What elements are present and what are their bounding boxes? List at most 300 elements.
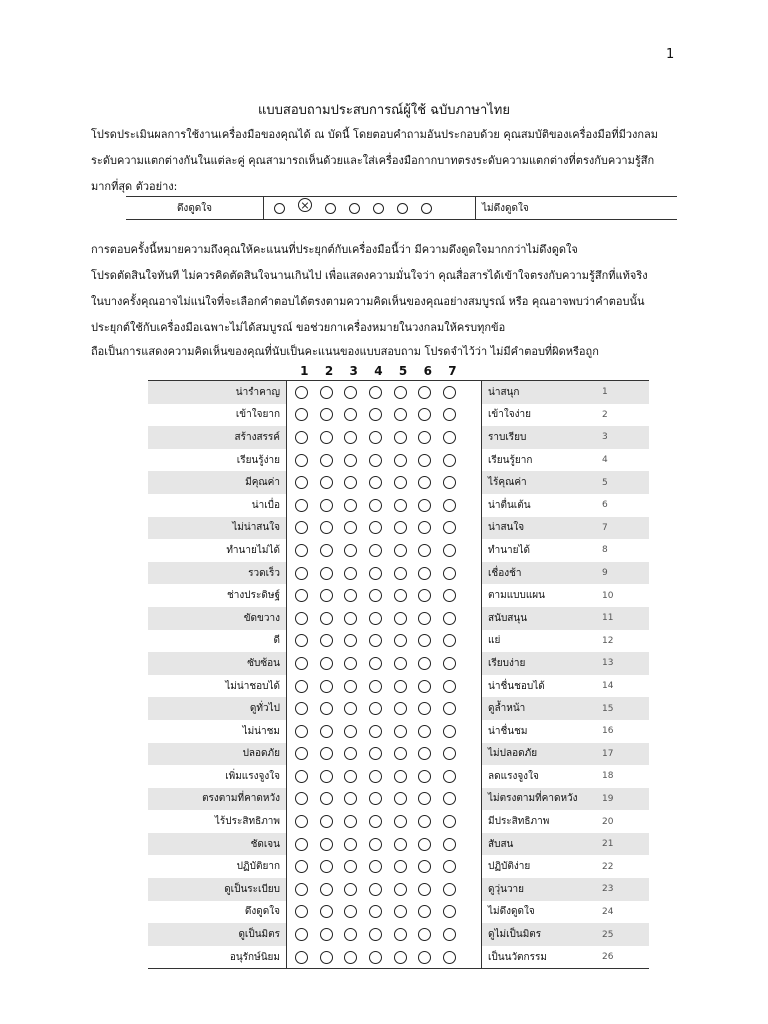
right-attribute-label: ไม่ดึงดูดใจ: [488, 906, 535, 918]
rating-radio[interactable]: [394, 860, 407, 873]
rating-radio[interactable]: [418, 928, 431, 941]
rating-radio[interactable]: [295, 860, 308, 873]
rating-radio[interactable]: [369, 702, 382, 715]
rating-radio[interactable]: [320, 499, 333, 512]
left-attribute-label: ดูเป็นมิตร: [238, 929, 280, 941]
right-attribute-label: เรียนรู้ยาก: [488, 454, 533, 466]
item-number: 2: [602, 409, 608, 420]
rating-radio[interactable]: [344, 951, 357, 964]
right-attribute-label: ตามแบบแผน: [488, 590, 545, 602]
right-attribute-label: สับสน: [488, 838, 514, 850]
left-attribute-label: สร้างสรรค์: [234, 431, 280, 443]
rating-radio[interactable]: [320, 612, 333, 625]
rating-radio[interactable]: [394, 770, 407, 783]
rating-radio[interactable]: [320, 725, 333, 738]
instruction-line: ถือเป็นการแสดงความคิดเห็นของคุณที่นับเป็นคะแนนของแบบสอบถาม โปรดจำไว้ว่า ไม่มีคำตอบที่ผิดหรือถูก: [91, 345, 599, 358]
rating-radio[interactable]: [320, 815, 333, 828]
rating-radio[interactable]: [295, 589, 308, 602]
item-number: 4: [602, 455, 608, 466]
left-attribute-label: ดูทั่วไป: [249, 703, 280, 715]
rating-radio[interactable]: [344, 589, 357, 602]
rating-scale: [286, 765, 482, 788]
rating-radio[interactable]: [320, 905, 333, 918]
rating-radio[interactable]: [369, 792, 382, 805]
survey-item-row: [148, 517, 649, 540]
rating-radio[interactable]: [394, 589, 407, 602]
survey-item-row: [148, 765, 649, 788]
rating-radio[interactable]: [418, 544, 431, 557]
left-attribute-label: รวดเร็ว: [248, 567, 280, 579]
rating-radio[interactable]: [394, 408, 407, 421]
rating-radio[interactable]: [443, 589, 456, 602]
item-number: 7: [602, 522, 608, 533]
rating-radio[interactable]: [443, 883, 456, 896]
rating-radio[interactable]: [369, 928, 382, 941]
survey-item-row: [148, 833, 649, 856]
survey-item-row: [148, 810, 649, 833]
rating-scale: [286, 630, 482, 653]
example-marked-radio: [298, 198, 312, 212]
survey-item-row: [148, 494, 649, 517]
example-radio: [373, 203, 384, 214]
rating-radio[interactable]: [295, 905, 308, 918]
rating-radio[interactable]: [344, 567, 357, 580]
rating-radio[interactable]: [394, 792, 407, 805]
rating-radio[interactable]: [295, 883, 308, 896]
rating-radio[interactable]: [295, 431, 308, 444]
rating-scale: [286, 901, 482, 924]
rating-radio[interactable]: [295, 838, 308, 851]
rating-radio[interactable]: [344, 725, 357, 738]
intro-line: ระดับความแตกต่างกันในแต่ละคู่ คุณสามารถเห็นด้วยและใส่เครื่องมือกากบาทตรงระดับความแตกต่างที่ตรงกับความรู้สึก: [91, 154, 655, 167]
rating-radio[interactable]: [418, 951, 431, 964]
rating-radio[interactable]: [418, 386, 431, 399]
rating-radio[interactable]: [418, 521, 431, 534]
rating-radio[interactable]: [344, 612, 357, 625]
item-number: 17: [602, 748, 614, 759]
item-number: 1: [602, 387, 608, 398]
rating-radio[interactable]: [369, 567, 382, 580]
left-attribute-label: ทำนายไม่ได้: [226, 544, 280, 556]
right-attribute-label: ไม่ปลอดภัย: [488, 748, 538, 760]
left-attribute-label: ดูเป็นระเบียบ: [224, 883, 280, 895]
rating-radio[interactable]: [344, 476, 357, 489]
rating-radio[interactable]: [443, 431, 456, 444]
example-radio: [274, 203, 285, 214]
rating-radio[interactable]: [320, 702, 333, 715]
survey-item-row: [148, 855, 649, 878]
example-radio: [349, 203, 360, 214]
rating-scale: [286, 788, 482, 811]
item-number: 21: [602, 839, 614, 850]
rating-radio[interactable]: [320, 589, 333, 602]
rating-radio[interactable]: [443, 544, 456, 557]
rating-radio[interactable]: [320, 860, 333, 873]
rating-radio[interactable]: [320, 521, 333, 534]
rating-radio[interactable]: [369, 657, 382, 670]
left-attribute-label: ปลอดภัย: [242, 748, 280, 760]
right-attribute-label: มีประสิทธิภาพ: [488, 816, 550, 828]
rating-scale: [286, 923, 482, 946]
example-row: [126, 196, 677, 220]
rating-radio[interactable]: [418, 431, 431, 444]
rating-radio[interactable]: [369, 476, 382, 489]
rating-radio[interactable]: [295, 634, 308, 647]
rating-radio[interactable]: [295, 815, 308, 828]
rating-radio[interactable]: [295, 770, 308, 783]
rating-radio[interactable]: [344, 928, 357, 941]
rating-radio[interactable]: [320, 567, 333, 580]
right-attribute-label: ลดแรงจูงใจ: [488, 770, 539, 782]
rating-radio[interactable]: [320, 680, 333, 693]
right-attribute-label: เรียบง่าย: [488, 657, 526, 669]
rating-radio[interactable]: [369, 544, 382, 557]
rating-radio[interactable]: [418, 499, 431, 512]
rating-radio[interactable]: [320, 454, 333, 467]
rating-radio[interactable]: [394, 431, 407, 444]
rating-radio[interactable]: [344, 634, 357, 647]
rating-radio[interactable]: [369, 815, 382, 828]
right-attribute-label: ดูไม่เป็นมิตร: [488, 929, 542, 941]
scale-number: 2: [324, 364, 334, 378]
rating-radio[interactable]: [443, 747, 456, 760]
rating-radio[interactable]: [344, 838, 357, 851]
rating-radio[interactable]: [369, 499, 382, 512]
rating-radio[interactable]: [418, 702, 431, 715]
rating-radio[interactable]: [295, 544, 308, 557]
rating-radio[interactable]: [295, 408, 308, 421]
item-number: 8: [602, 545, 608, 556]
left-attribute-label: อนุรักษ์นิยม: [229, 951, 280, 963]
survey-item-row: [148, 788, 649, 811]
survey-table: [148, 380, 649, 969]
right-attribute-label: น่าสนุก: [488, 386, 520, 398]
rating-radio[interactable]: [443, 657, 456, 670]
rating-radio[interactable]: [394, 521, 407, 534]
rating-radio[interactable]: [443, 521, 456, 534]
page-number: 1: [666, 47, 675, 62]
item-number: 9: [602, 568, 608, 579]
item-number: 25: [602, 929, 614, 940]
rating-radio[interactable]: [344, 408, 357, 421]
rating-radio[interactable]: [394, 747, 407, 760]
rating-radio[interactable]: [369, 860, 382, 873]
survey-item-row: [148, 471, 649, 494]
item-number: 23: [602, 884, 614, 895]
rating-radio[interactable]: [344, 431, 357, 444]
rating-radio[interactable]: [295, 499, 308, 512]
rating-radio[interactable]: [295, 476, 308, 489]
rating-scale: [286, 855, 482, 878]
rating-radio[interactable]: [369, 883, 382, 896]
rating-radio[interactable]: [320, 408, 333, 421]
left-attribute-label: มีคุณค่า: [245, 477, 280, 489]
rating-radio[interactable]: [369, 589, 382, 602]
rating-radio[interactable]: [418, 454, 431, 467]
rating-radio[interactable]: [369, 612, 382, 625]
rating-radio[interactable]: [295, 725, 308, 738]
right-attribute-label: เป็นนวัตกรรม: [488, 951, 547, 963]
rating-radio[interactable]: [443, 792, 456, 805]
rating-radio[interactable]: [418, 476, 431, 489]
survey-title: แบบสอบถามประสบการณ์ผู้ใช้ ฉบับภาษาไทย: [258, 103, 510, 118]
example-radio: [325, 203, 336, 214]
rating-radio[interactable]: [418, 860, 431, 873]
rating-radio[interactable]: [418, 589, 431, 602]
rating-radio[interactable]: [394, 386, 407, 399]
survey-item-row: [148, 562, 649, 585]
rating-radio[interactable]: [394, 951, 407, 964]
rating-radio[interactable]: [295, 567, 308, 580]
rating-radio[interactable]: [320, 476, 333, 489]
rating-radio[interactable]: [369, 838, 382, 851]
rating-radio[interactable]: [443, 612, 456, 625]
scale-number: 1: [300, 364, 309, 378]
rating-radio[interactable]: [344, 905, 357, 918]
item-number: 14: [602, 681, 614, 692]
rating-radio[interactable]: [344, 521, 357, 534]
right-attribute-label: เชื่องช้า: [488, 567, 522, 579]
survey-item-row: [148, 539, 649, 562]
left-attribute-label: เข้าใจยาก: [235, 409, 280, 421]
rating-scale: [286, 381, 482, 404]
item-number: 20: [602, 816, 614, 827]
rating-radio[interactable]: [443, 951, 456, 964]
instruction-line: ประยุกต์ใช้กับเครื่องมือเฉพาะไม่ได้สมบูรณ์ ขอช่วยกาเครื่องหมายในวงกลมให้ครบทุกข้อ: [91, 321, 506, 334]
rating-radio[interactable]: [344, 454, 357, 467]
left-attribute-label: ไม่น่าชอบได้: [225, 680, 280, 692]
left-attribute-label: ตรงตามที่คาดหวัง: [202, 793, 280, 805]
rating-radio[interactable]: [369, 747, 382, 760]
left-attribute-label: ซับซ้อน: [247, 657, 280, 669]
rating-radio[interactable]: [418, 725, 431, 738]
right-attribute-label: สนับสนุน: [488, 612, 528, 624]
left-attribute-label: ปฏิบัติยาก: [236, 861, 280, 873]
rating-radio[interactable]: [320, 747, 333, 760]
example-radio: [421, 203, 432, 214]
rating-scale: [286, 697, 482, 720]
right-attribute-label: เข้าใจง่าย: [488, 409, 531, 421]
instruction-line: โปรดตัดสินใจทันที ไม่ควรคิดตัดสินใจนานเกินไป เพื่อแสดงความมั่นใจว่า คุณสื่อสารได้เข้าใจตรงกับความรู้สึกที่แท้จริง: [91, 269, 648, 282]
survey-item-row: [148, 584, 649, 607]
rating-radio[interactable]: [295, 747, 308, 760]
rating-scale: [286, 652, 482, 675]
rating-radio[interactable]: [443, 838, 456, 851]
rating-radio[interactable]: [394, 883, 407, 896]
rating-radio[interactable]: [369, 634, 382, 647]
item-number: 26: [602, 952, 614, 963]
rating-scale: [286, 810, 482, 833]
rating-radio[interactable]: [418, 883, 431, 896]
rating-radio[interactable]: [394, 928, 407, 941]
rating-radio[interactable]: [295, 657, 308, 670]
rating-radio[interactable]: [394, 499, 407, 512]
rating-radio[interactable]: [369, 431, 382, 444]
rating-radio[interactable]: [295, 612, 308, 625]
rating-radio[interactable]: [443, 454, 456, 467]
rating-radio[interactable]: [344, 702, 357, 715]
rating-scale: [286, 426, 482, 449]
survey-item-row: [148, 675, 649, 698]
rating-radio[interactable]: [418, 905, 431, 918]
rating-radio[interactable]: [369, 521, 382, 534]
right-attribute-label: ไม่ตรงตามที่คาดหวัง: [488, 793, 578, 805]
survey-item-row: [148, 697, 649, 720]
rating-radio[interactable]: [394, 657, 407, 670]
example-right-label: ไม่ดึงดูดใจ: [482, 202, 529, 214]
rating-radio[interactable]: [320, 928, 333, 941]
item-number: 16: [602, 726, 614, 737]
rating-radio[interactable]: [295, 792, 308, 805]
rating-radio[interactable]: [418, 680, 431, 693]
rating-radio[interactable]: [320, 634, 333, 647]
rating-radio[interactable]: [344, 747, 357, 760]
rating-radio[interactable]: [320, 431, 333, 444]
rating-radio[interactable]: [443, 567, 456, 580]
left-attribute-label: เรียนรู้ง่าย: [236, 454, 280, 466]
survey-item-row: [148, 901, 649, 924]
left-attribute-label: น่ารำคาญ: [235, 386, 280, 398]
rating-radio[interactable]: [369, 951, 382, 964]
rating-radio[interactable]: [394, 702, 407, 715]
rating-radio[interactable]: [320, 386, 333, 399]
rating-radio[interactable]: [394, 838, 407, 851]
rating-radio[interactable]: [344, 386, 357, 399]
rating-radio[interactable]: [443, 770, 456, 783]
rating-radio[interactable]: [344, 544, 357, 557]
rating-radio[interactable]: [320, 657, 333, 670]
rating-radio[interactable]: [320, 838, 333, 851]
rating-radio[interactable]: [394, 725, 407, 738]
rating-scale: [286, 517, 482, 540]
rating-radio[interactable]: [443, 386, 456, 399]
rating-radio[interactable]: [443, 860, 456, 873]
rating-radio[interactable]: [295, 702, 308, 715]
survey-item-row: [148, 878, 649, 901]
rating-scale: [286, 562, 482, 585]
rating-radio[interactable]: [369, 905, 382, 918]
rating-radio[interactable]: [344, 770, 357, 783]
rating-radio[interactable]: [344, 883, 357, 896]
rating-scale: [286, 743, 482, 766]
rating-radio[interactable]: [443, 499, 456, 512]
survey-item-row: [148, 449, 649, 472]
rating-scale: [286, 449, 482, 472]
rating-radio[interactable]: [369, 770, 382, 783]
rating-scale: [286, 720, 482, 743]
example-scale: [264, 203, 475, 214]
item-number: 22: [602, 861, 614, 872]
rating-radio[interactable]: [369, 725, 382, 738]
scale-number: 3: [349, 364, 358, 378]
rating-radio[interactable]: [295, 951, 308, 964]
rating-radio[interactable]: [320, 883, 333, 896]
rating-radio[interactable]: [443, 408, 456, 421]
intro-line: โปรดประเมินผลการใช้งานเครื่องมือของคุณได้ ณ บัดนี้ โดยตอบคำถามอันประกอบด้วย คุณสมบัติของเครื่องมือที่มีวงกลม: [91, 128, 659, 141]
left-attribute-label: ดี: [273, 635, 280, 647]
rating-radio[interactable]: [295, 928, 308, 941]
rating-radio[interactable]: [320, 792, 333, 805]
right-attribute-label: น่าชื่นชม: [488, 725, 528, 737]
rating-radio[interactable]: [320, 951, 333, 964]
rating-radio[interactable]: [394, 815, 407, 828]
survey-item-row: [148, 946, 649, 969]
rating-radio[interactable]: [443, 725, 456, 738]
rating-radio[interactable]: [443, 905, 456, 918]
rating-scale: [286, 539, 482, 562]
rating-radio[interactable]: [369, 408, 382, 421]
rating-radio[interactable]: [344, 860, 357, 873]
rating-radio[interactable]: [369, 386, 382, 399]
item-number: 5: [602, 477, 608, 488]
survey-item-row: [148, 743, 649, 766]
rating-radio[interactable]: [443, 928, 456, 941]
rating-radio[interactable]: [295, 521, 308, 534]
right-attribute-label: น่าสนใจ: [488, 522, 525, 534]
rating-radio[interactable]: [418, 770, 431, 783]
rating-radio[interactable]: [394, 476, 407, 489]
rating-radio[interactable]: [418, 612, 431, 625]
rating-radio[interactable]: [418, 408, 431, 421]
rating-radio[interactable]: [394, 567, 407, 580]
rating-radio[interactable]: [344, 499, 357, 512]
rating-radio[interactable]: [394, 544, 407, 557]
rating-radio[interactable]: [344, 792, 357, 805]
rating-radio[interactable]: [418, 838, 431, 851]
rating-radio[interactable]: [418, 792, 431, 805]
rating-radio[interactable]: [418, 747, 431, 760]
rating-radio[interactable]: [443, 815, 456, 828]
rating-radio[interactable]: [443, 476, 456, 489]
rating-radio[interactable]: [394, 634, 407, 647]
left-attribute-label: ขัดขวาง: [243, 612, 280, 624]
rating-radio[interactable]: [344, 657, 357, 670]
survey-item-row: [148, 652, 649, 675]
rating-radio[interactable]: [344, 815, 357, 828]
rating-radio[interactable]: [369, 680, 382, 693]
rating-radio[interactable]: [443, 702, 456, 715]
rating-radio[interactable]: [344, 680, 357, 693]
rating-radio[interactable]: [443, 634, 456, 647]
rating-radio[interactable]: [418, 634, 431, 647]
rating-scale: [286, 471, 482, 494]
rating-radio[interactable]: [320, 770, 333, 783]
left-attribute-label: ไม่น่าชม: [242, 725, 280, 737]
item-number: 10: [602, 590, 614, 601]
rating-radio[interactable]: [295, 386, 308, 399]
rating-radio[interactable]: [394, 454, 407, 467]
left-attribute-label: ไร้ประสิทธิภาพ: [214, 816, 280, 828]
item-number: 19: [602, 793, 614, 804]
rating-radio[interactable]: [418, 815, 431, 828]
item-number: 3: [602, 432, 608, 443]
scale-number: 6: [423, 364, 432, 378]
rating-radio[interactable]: [418, 567, 431, 580]
item-number: 18: [602, 771, 614, 782]
rating-radio[interactable]: [295, 454, 308, 467]
survey-item-row: [148, 923, 649, 946]
rating-scale: [286, 607, 482, 630]
rating-radio[interactable]: [295, 680, 308, 693]
rating-radio[interactable]: [320, 544, 333, 557]
rating-radio[interactable]: [394, 680, 407, 693]
rating-scale: [286, 584, 482, 607]
rating-radio[interactable]: [394, 905, 407, 918]
rating-radio[interactable]: [394, 612, 407, 625]
rating-radio[interactable]: [369, 454, 382, 467]
rating-radio[interactable]: [418, 657, 431, 670]
rating-radio[interactable]: [443, 680, 456, 693]
